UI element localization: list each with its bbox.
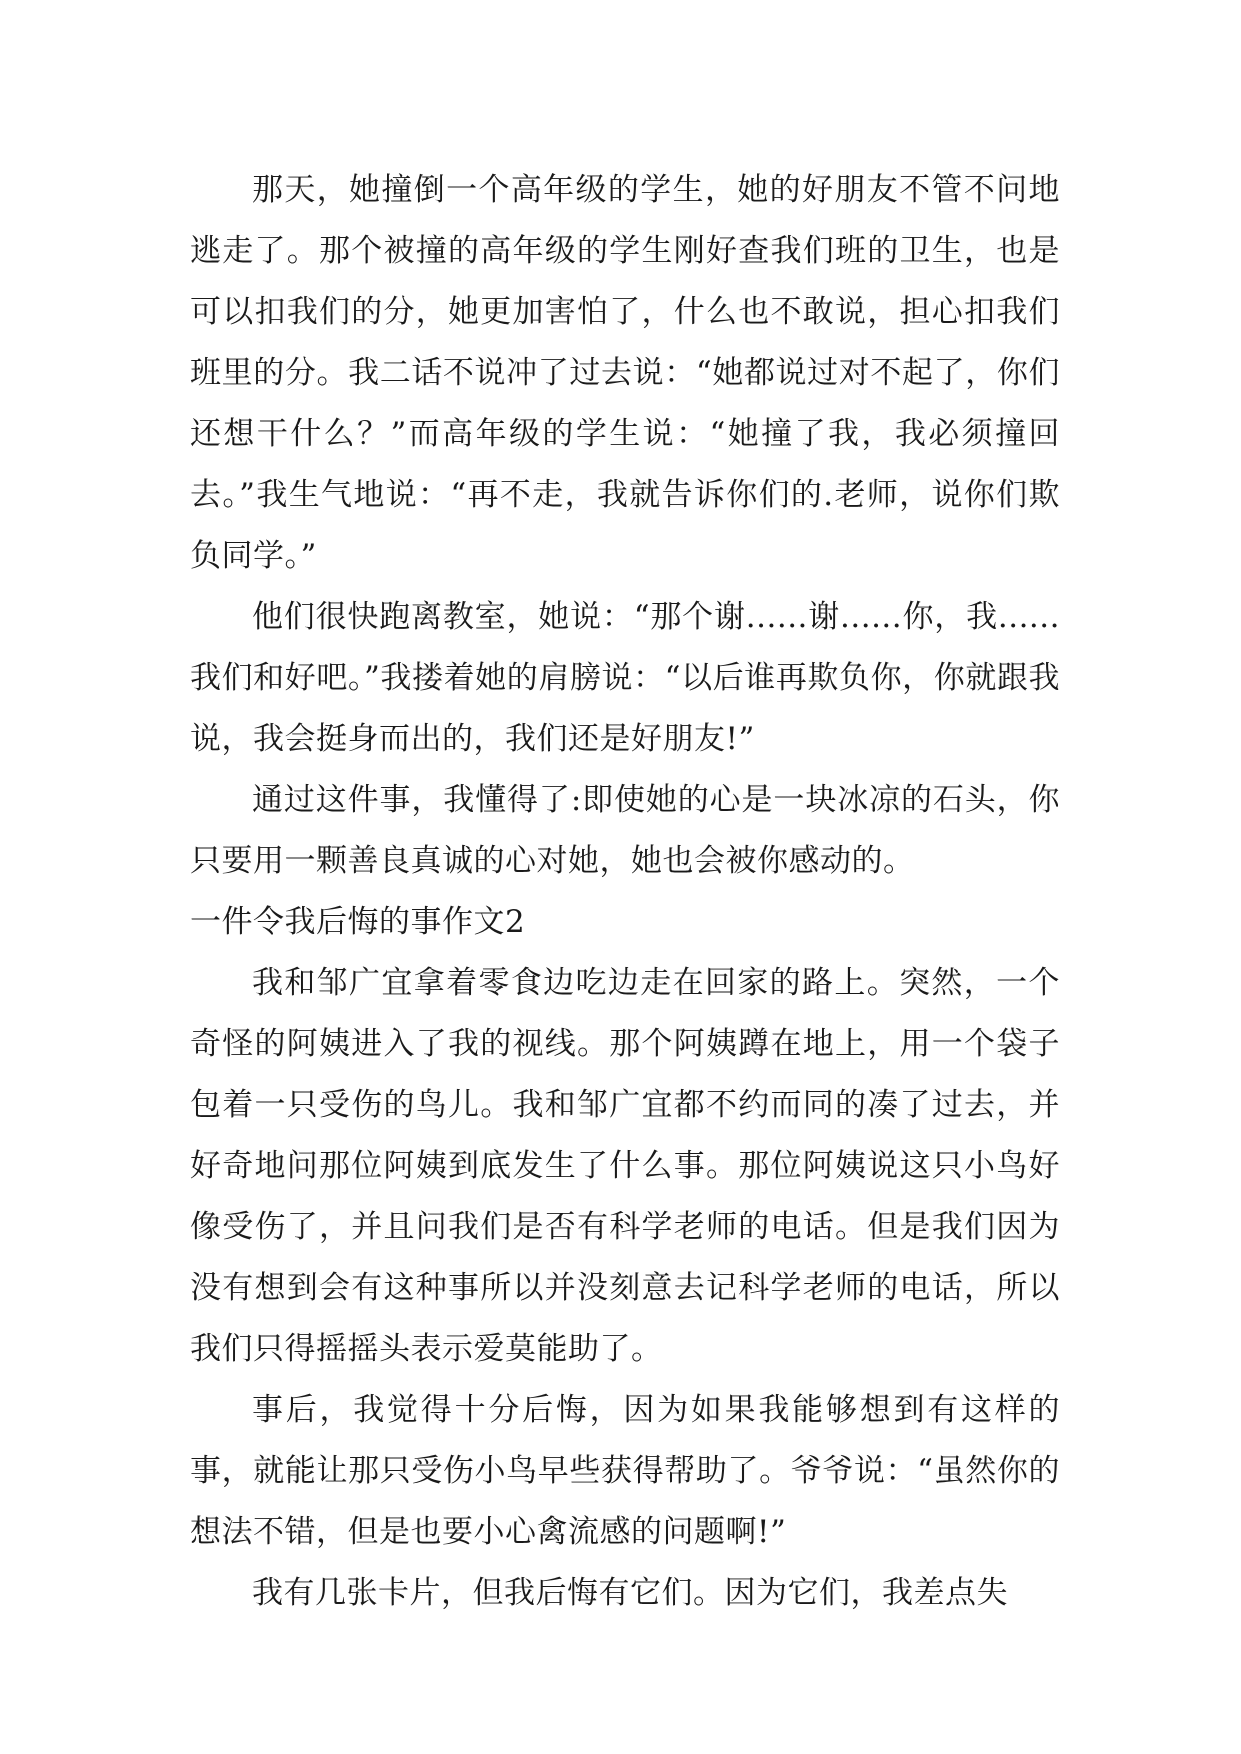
paragraph-regret: 事后，我觉得十分后悔，因为如果我能够想到有这样的事，就能让那只受伤小鸟早些获得帮助了。爷爷说：“虽然你的想法不错，但是也要小心禽流感的问题啊!” [190, 1392, 1060, 1550]
paragraph-reconcile: 他们很快跑离教室，她说：“那个谢......谢......你，我......我们和好吧。”我搂着她的肩膀说：“以后谁再欺负你，你就跟我说，我会挺身而出的，我们还是好朋友!” [190, 599, 1060, 757]
paragraph-bird: 我和邹广宜拿着零食边吃边走在回家的路上。突然，一个奇怪的阿姨进入了我的视线。那个阿姨蹲在地上，用一个袋子包着一只受伤的鸟儿。我和邹广宜都不约而同的凑了过去，并好奇地问那位阿姨到底发生了什么事。那位阿姨说这只小鸟好像受伤了，并且问我们是否有科学老师的电话。但是我们因为没有想到会有这种事所以并没刻意去记科学老师的电话，所以我们只得摇摇头表示爱莫能助了。 [190, 965, 1060, 1367]
essay-heading: 一件令我后悔的事作文2 [190, 904, 526, 940]
paragraph-conflict: 那天，她撞倒一个高年级的学生，她的好朋友不管不问地逃走了。那个被撞的高年级的学生刚好查我们班的卫生，也是可以扣我们的分，她更加害怕了，什么也不敢说，担心扣我们班里的分。我二话不说冲了过去说：“她都说过对不起了，你们还想干什么？”而高年级的学生说：“她撞了我，我必须撞回去。”我生气地说：“再不走，我就告诉你们的.老师，说你们欺负同学。” [190, 172, 1060, 574]
paragraph-lesson: 通过这件事，我懂得了:即使她的心是一块冰凉的石头，你只要用一颗善良真诚的心对她，她也会被你感动的。 [190, 782, 1060, 879]
document-body [190, 160, 1060, 1624]
paragraph-cards: 我有几张卡片，但我后悔有它们。因为它们，我差点失 [252, 1575, 1008, 1611]
